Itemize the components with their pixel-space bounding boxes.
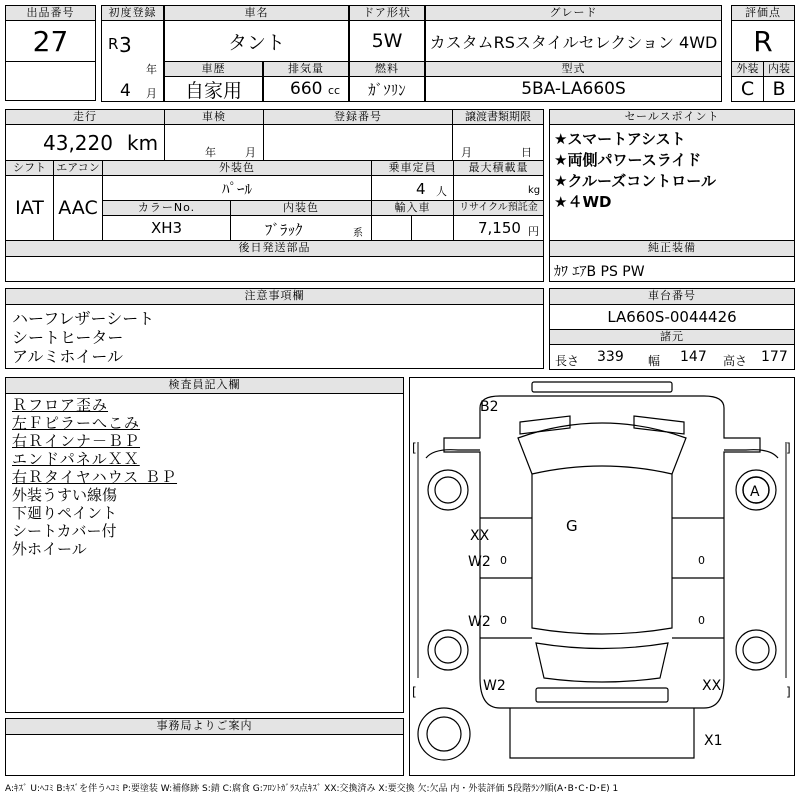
- grade-header: グレード: [425, 5, 722, 21]
- fuel-value: ｶﾞｿﾘﾝ: [349, 76, 425, 102]
- mark-zero: 0: [500, 554, 507, 567]
- mark-b2: B2: [480, 399, 499, 415]
- mark-xx-left: XX: [470, 528, 490, 544]
- sales-point-item: ★クルーズコントロール: [554, 172, 716, 190]
- sales-point-item: ★両側パワースライド: [554, 151, 702, 169]
- grade-value: カスタムRSスタイルセレクション 4WD: [425, 20, 722, 62]
- chassis-no-header: 車台番号: [549, 288, 795, 305]
- capacity-unit: 人: [436, 185, 447, 198]
- later-parts-header: 後日発送部品: [5, 240, 544, 257]
- int-color-value: ﾌﾞﾗｯｸ: [265, 221, 303, 239]
- displacement-unit: cc: [328, 84, 341, 97]
- mirror-lines: [426, 450, 778, 458]
- mark-zero: 0: [698, 614, 705, 627]
- ext-score-value: C: [731, 76, 764, 102]
- std-equip-header: 純正装備: [549, 240, 795, 257]
- recycle-header: リサイクル預託金: [453, 200, 544, 216]
- wheel-rear-right-outer: [736, 630, 776, 670]
- car-diagram: [410, 378, 794, 775]
- inspection-note: Ｒフロア歪み: [12, 396, 109, 414]
- lot-no-value: 27: [5, 20, 96, 62]
- door-seams: [480, 518, 724, 578]
- sales-points-box: [549, 124, 795, 257]
- height-label: 高さ: [723, 354, 748, 368]
- history-value: 自家用: [164, 76, 263, 102]
- dimensions-header: 諸元: [549, 329, 795, 345]
- mark-w2-2: W2: [468, 614, 491, 630]
- length-label: 長さ: [555, 354, 580, 368]
- wheel-rear-right-inner: [743, 637, 769, 663]
- inspection-note: 外装うすい線傷: [12, 486, 118, 504]
- max-load-header: 最大積載量: [453, 160, 544, 176]
- aircon-value: AAC: [53, 175, 103, 241]
- rear-window-shape: [536, 643, 668, 682]
- recycle-cell: [453, 215, 544, 241]
- caution-item: アルミホイール: [12, 347, 124, 366]
- mileage-header: 走行: [5, 109, 165, 125]
- history-header: 車歴: [164, 61, 263, 77]
- mileage-cell: [5, 124, 165, 161]
- inspection-note: エンドパネルＸＸ: [12, 450, 140, 468]
- car-name-value: タント: [164, 20, 349, 62]
- shift-value: IAT: [5, 175, 54, 241]
- body-outline-shape: [444, 396, 760, 708]
- displacement-cell: [263, 76, 349, 102]
- wheel-front-left-inner: [435, 477, 461, 503]
- caution-header: 注意事項欄: [5, 288, 544, 305]
- caution-box: [5, 304, 544, 369]
- inspection-note: シートカバー付: [12, 522, 117, 540]
- bracket-mark: ]: [786, 685, 791, 699]
- door-value: 5W: [349, 20, 425, 62]
- bracket-mark: ]: [786, 441, 791, 455]
- mark-xx-right: XX: [702, 678, 722, 694]
- mark-zero: 0: [698, 554, 705, 567]
- first-reg-cell: [101, 20, 164, 102]
- reg-year-unit: 年: [146, 63, 157, 76]
- mileage-unit: km: [127, 131, 159, 155]
- office-header: 事務局よりご案内: [5, 718, 404, 735]
- color-no-value: XH3: [102, 215, 231, 241]
- model-code-value: 5BA-LA660S: [425, 76, 722, 102]
- car-name-header: 車名: [164, 5, 349, 21]
- bracket-mark: [: [412, 441, 417, 455]
- headlamp-shapes: [520, 416, 684, 434]
- bracket-mark: [: [412, 685, 417, 699]
- transfer-docs-cell: [452, 124, 544, 161]
- sales-point-item: ★４WD: [554, 193, 612, 211]
- ext-color-header: 外装色: [102, 160, 372, 176]
- ext-color-value: ﾊﾟｰﾙ: [102, 175, 372, 201]
- caution-item: ハーフレザーシート: [12, 309, 155, 328]
- lot-no-blank: [5, 61, 96, 101]
- roof-shape: [532, 474, 672, 634]
- inspection-note: 左Ｆピラーへこみ: [12, 414, 141, 432]
- exterior-header: 外装: [731, 61, 764, 77]
- insp-month-unit: 月: [245, 146, 256, 159]
- inspection-note: 外ホイール: [12, 540, 87, 558]
- displacement-value: 660: [290, 79, 323, 99]
- rear-bumper-shape: [536, 688, 668, 702]
- later-parts-value: [5, 256, 544, 282]
- spare-wheel-inner: [427, 717, 461, 751]
- int-score-value: B: [763, 76, 795, 102]
- mark-x1: X1: [704, 733, 723, 749]
- interior-header: 内装: [763, 61, 795, 77]
- mark-zero: 0: [500, 614, 507, 627]
- mark-g: G: [566, 517, 578, 535]
- doc-day-unit: 日: [521, 146, 532, 159]
- reg-year-value: 3: [119, 33, 132, 57]
- mark-w2-1: W2: [468, 554, 491, 570]
- int-color-suffix: 系: [353, 228, 363, 239]
- load-unit: kg: [528, 185, 541, 196]
- inspection-header: 車検: [164, 109, 264, 125]
- reg-no-header: 登録番号: [263, 109, 453, 125]
- office-box: [5, 734, 404, 776]
- inspection-note: 下廻りペイント: [12, 504, 118, 522]
- rear-end-shape: [510, 708, 694, 758]
- inspector-notes-box: [5, 393, 404, 713]
- spare-wheel-outer: [418, 708, 470, 760]
- mark-w2-3: W2: [483, 678, 506, 694]
- capacity-header: 乗車定員: [371, 160, 454, 176]
- sales-point-item: ★スマートアシスト: [554, 130, 686, 148]
- car-diagram-frame: [409, 377, 795, 776]
- color-no-header: カラーNo.: [102, 200, 231, 216]
- wheel-rear-left-outer: [428, 630, 468, 670]
- wheel-rear-left-inner: [435, 637, 461, 663]
- fuel-header: 燃料: [349, 61, 425, 77]
- max-load-cell: [453, 175, 544, 201]
- caution-item: シートヒーター: [12, 328, 124, 347]
- capacity-value: 4: [416, 180, 426, 198]
- wheel-front-left-outer: [428, 470, 468, 510]
- displacement-header: 排気量: [263, 61, 349, 77]
- transfer-docs-header: 譲渡書類期限: [452, 109, 544, 125]
- score-value: R: [731, 20, 795, 62]
- import-value-a: [371, 215, 412, 241]
- reg-month-unit: 月: [146, 87, 157, 100]
- import-value-b: [411, 215, 454, 241]
- lot-no-header: 出品番号: [5, 5, 96, 21]
- length-value: 339: [597, 349, 624, 365]
- insp-year-unit: 年: [205, 146, 216, 159]
- sales-points-header: セールスポイント: [549, 109, 795, 125]
- chassis-no-value: LA660S-0044426: [549, 304, 795, 330]
- int-color-header: 内装色: [230, 200, 372, 216]
- score-header: 評価点: [731, 5, 795, 21]
- door-header: ドア形状: [349, 5, 425, 21]
- inspection-cell: [164, 124, 264, 161]
- first-reg-header: 初度登録: [101, 5, 164, 21]
- recycle-value: 7,150: [478, 219, 521, 237]
- std-equip-value: ｶﾜ ｴｱB PS PW: [549, 256, 795, 282]
- int-color-cell: [230, 215, 372, 241]
- inspector-header: 検査員記入欄: [5, 377, 404, 394]
- dimensions-cell: [549, 344, 795, 370]
- height-value: 177: [761, 349, 788, 365]
- capacity-cell: [371, 175, 454, 201]
- import-header: 輸入車: [371, 200, 454, 216]
- legend-text: A:ｷｽﾞ U:ﾍｺﾐ B:ｷｽﾞを伴うﾍｺﾐ P:要塗装 W:補修跡 S:錆 C:腐食 G:ﾌﾛﾝﾄｶﾞﾗｽ点ｷｽﾞ XX:交換済み X:要交換 欠:欠品 内・外装評価 5段階ﾗﾝｸ順(A･B･C･D･E) 1: [5, 784, 619, 794]
- inspection-note: 右Ｒタイヤハウス ＢＰ: [12, 468, 178, 486]
- recycle-unit: 円: [528, 225, 539, 238]
- doc-month-unit: 月: [461, 146, 472, 159]
- mileage-value: 43,220: [43, 131, 113, 155]
- width-label: 幅: [648, 354, 661, 368]
- mark-a: A: [750, 484, 760, 500]
- aircon-header: エアコン: [53, 160, 103, 176]
- front-bumper-shape: [532, 382, 672, 392]
- reg-month-value: 4: [120, 81, 131, 101]
- reg-no-value: [263, 124, 453, 161]
- width-value: 147: [680, 349, 707, 365]
- shift-header: シフト: [5, 160, 54, 176]
- era-value: R: [108, 35, 119, 53]
- inspection-note: 右Ｒインナ－ＢＰ: [12, 432, 141, 450]
- model-code-header: 型式: [425, 61, 722, 77]
